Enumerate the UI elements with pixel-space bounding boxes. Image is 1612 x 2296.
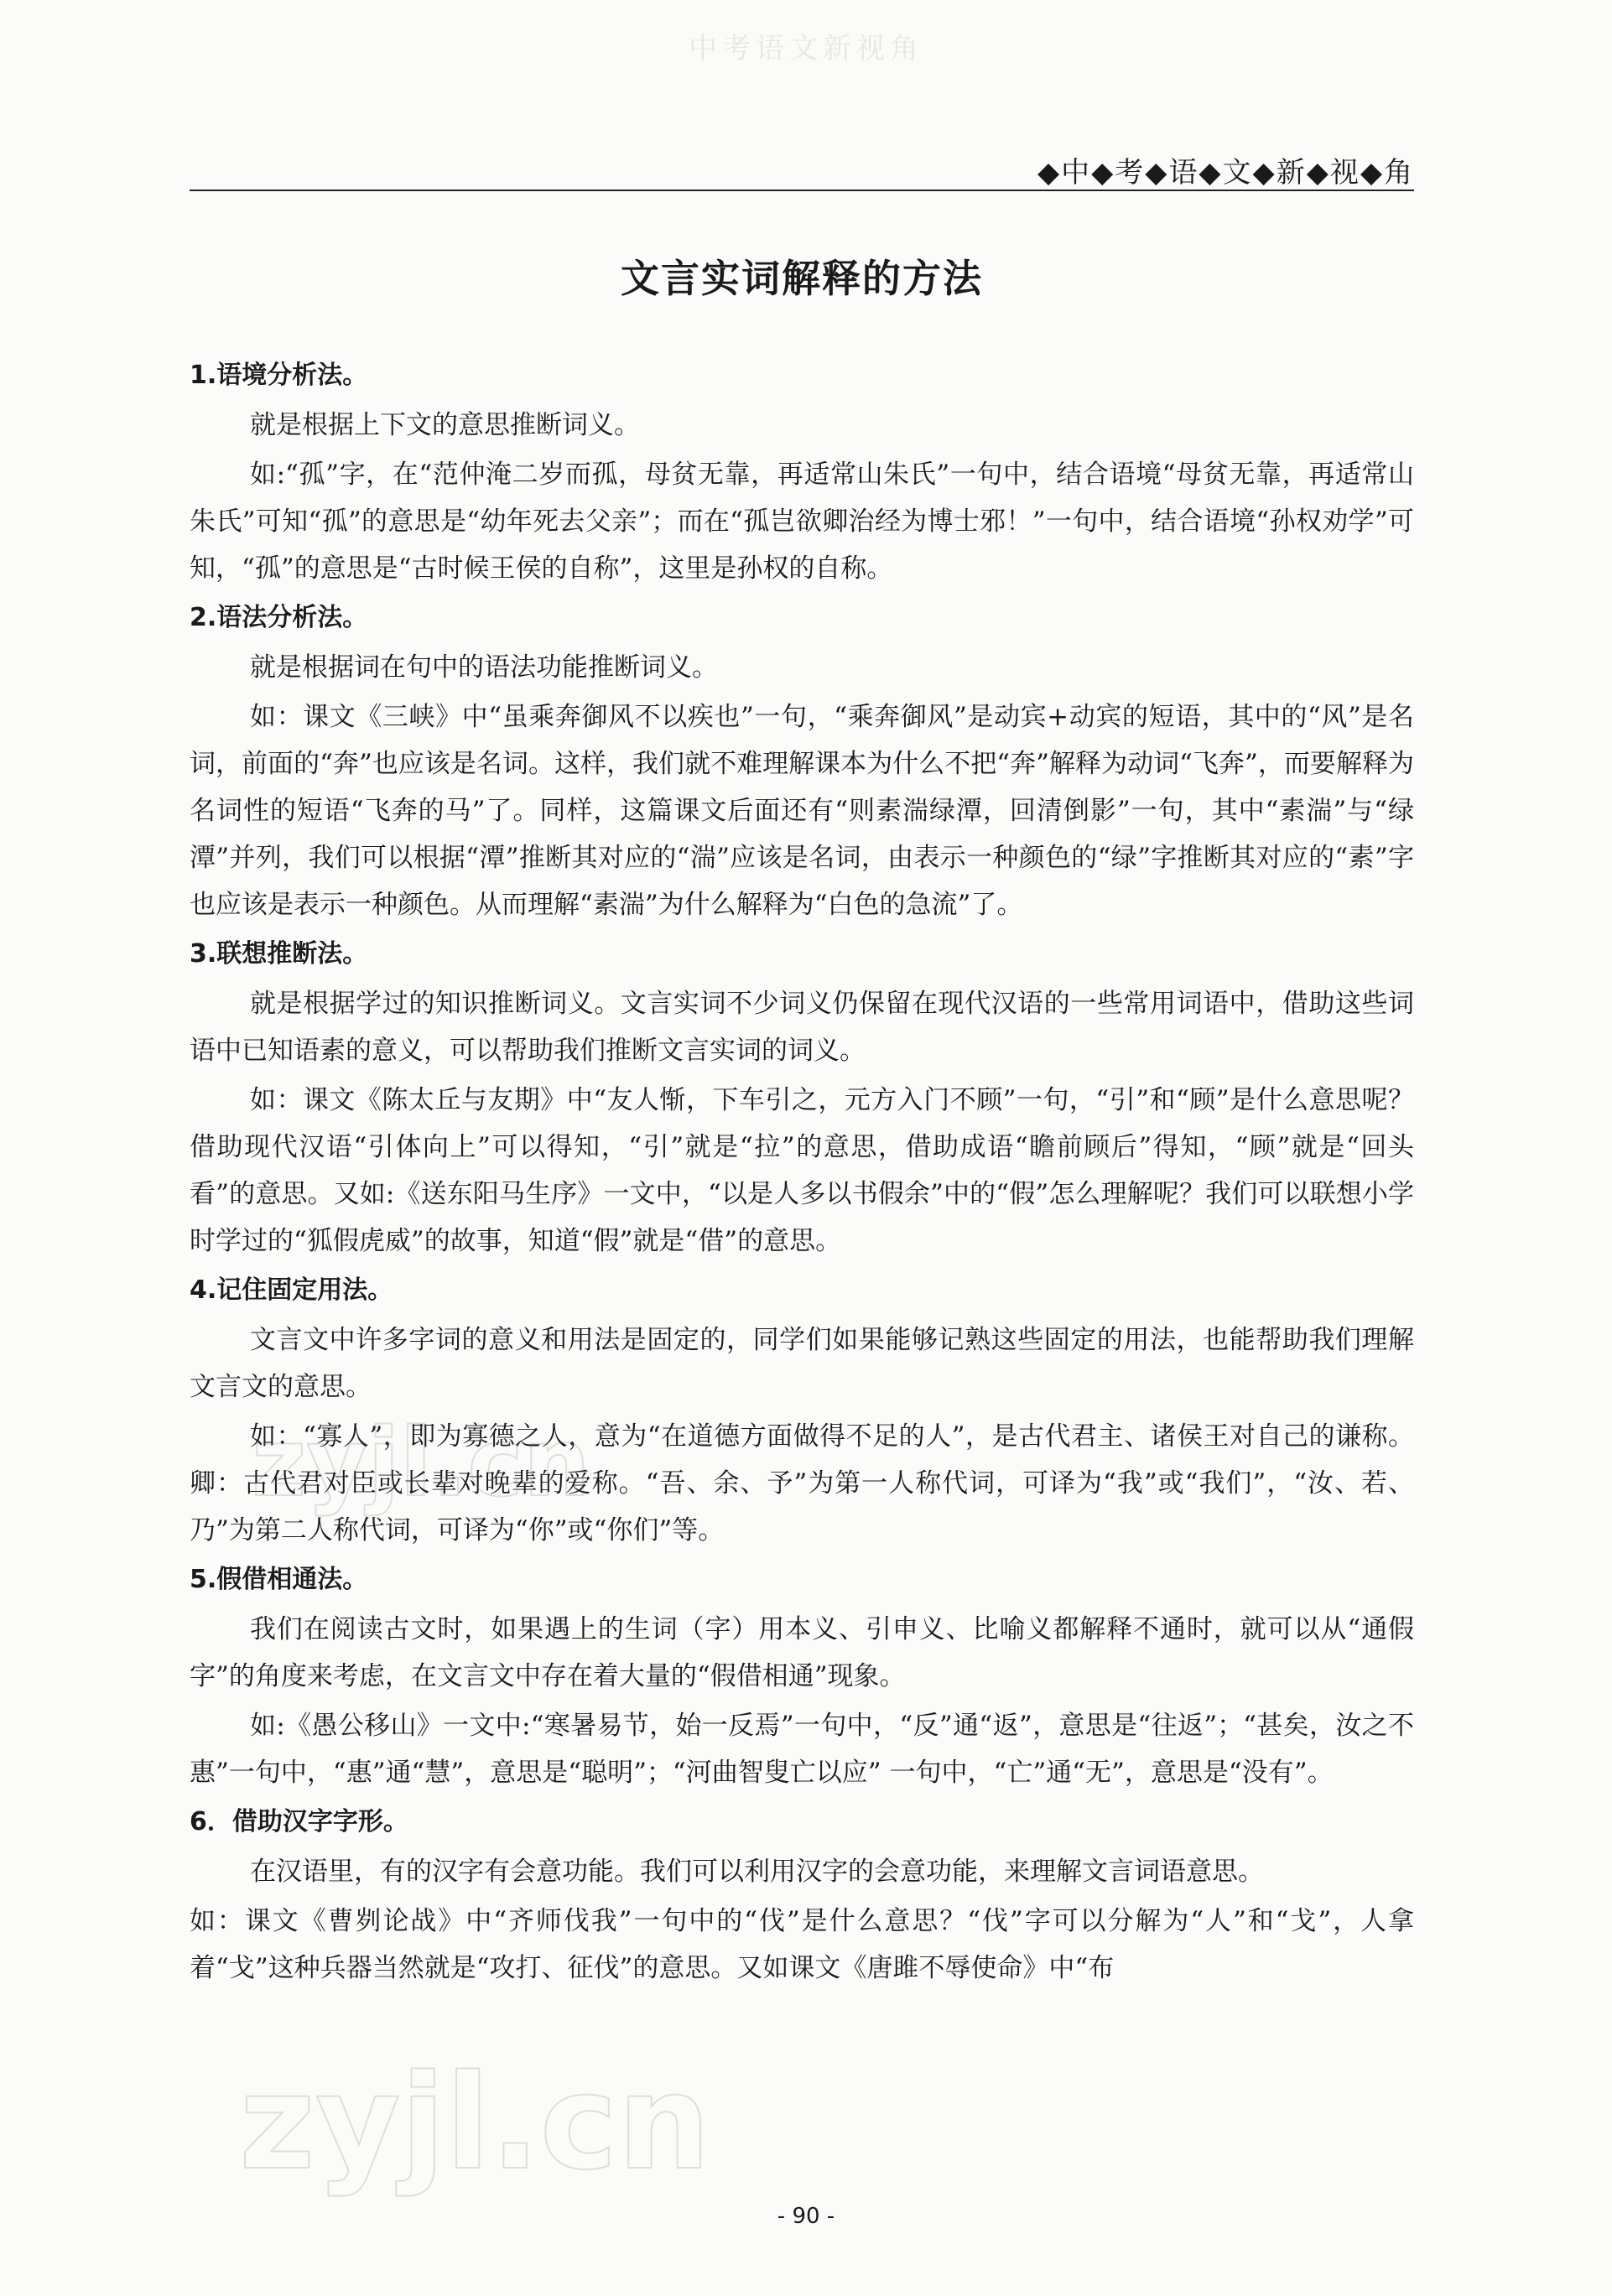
paragraph: 就是根据词在句中的语法功能推断词义。 <box>250 652 718 683</box>
paragraph: 我们在阅读古文时，如果遇上的生词（字）用本义、引申义、比喻义都解释不通时，就可以从“通假字”的角度来考虑，在文言文中存在着大量的“假借相通”现象。 <box>190 1614 1414 1691</box>
paragraph: 如：课文《三峡》中“虽乘奔御风不以疾也”一句，“乘奔御风”是动宾+动宾的短语，其中的“风”是名词，前面的“奔”也应该是名词。这样，我们就不难理解课本为什么不把“奔”解释为动词“飞奔”，而要解释为名词性的短语“飞奔的马”了。同样，这篇课文后面还有“则素湍绿潭，回清倒影”一句，其中“素湍”与“绿潭”并列，我们可以根据“潭”推断其对应的“湍”应该是名词，由表示一种颜色的“绿”字推断其对应的“素”字也应该是表示一种颜色。从而理解“素湍”为什么解释为“白色的急流”了。 <box>190 702 1414 920</box>
article-body <box>190 352 1414 1994</box>
paragraph: 如：课文《陈太丘与友期》中“友人惭，下车引之，元方入门不顾”一句，“引”和“顾”是什么意思呢？借助现代汉语“引体向上”可以得知，“引”就是“拉”的意思，借助成语“瞻前顾后”得知，“顾”就是“回头看”的意思。又如:《送东阳马生序》一文中，“以是人多以书假余”中的“假”怎么理解呢？我们可以联想小学时学过的“狐假虎威”的故事，知道“假”就是“借”的意思。 <box>190 1085 1414 1256</box>
paragraph: 文言文中许多字词的意义和用法是固定的，同学们如果能够记熟这些固定的用法，也能帮助我们理解文言文的意思。 <box>190 1325 1414 1402</box>
watermark-large: zyjl.cn <box>239 2046 711 2199</box>
section-heading-6: 6．借助汉字字形。 <box>190 1807 408 1836</box>
section-heading-1: 1.语境分析法。 <box>190 361 368 390</box>
section-heading-4: 4.记住固定用法。 <box>190 1275 393 1305</box>
section-heading-2: 2.语法分析法。 <box>190 603 368 632</box>
page-title: 文言实词解释的方法 <box>621 256 983 301</box>
watermark: zyjl.cn <box>252 1409 590 1518</box>
paragraph: 在汉语里，有的汉字有会意功能。我们可以利用汉字的会意功能，来理解文言词语意思。 <box>250 1857 1264 1887</box>
section-heading-5: 5.假借相通法。 <box>190 1565 368 1594</box>
paragraph: 如:“孤”字，在“范仲淹二岁而孤，母贫无靠，再适常山朱氏”一句中，结合语境“母贫无靠，再适常山朱氏”可知“孤”的意思是“幼年死去父亲”；而在“孤岂欲卿治经为博士邪！”一句中，结合语境“孙权劝学”可知，“孤”的意思是“古时候王侯的自称”，这里是孙权的自称。 <box>190 460 1414 584</box>
header-rule <box>190 190 1414 191</box>
paragraph: 就是根据上下文的意思推断词义。 <box>250 410 640 440</box>
running-header: ◆中◆考◆语◆文◆新◆视◆角 <box>1037 156 1414 190</box>
paragraph: 如：“寡人”，即为寡德之人，意为“在道德方面做得不足的人”，是古代君主、诸侯王对自己的谦称。卿：古代君对臣或长辈对晚辈的爱称。“吾、余、予”为第一人称代词，可译为“我”或“我们”，“汝、若、乃”为第二人称代词，可译为“你”或“你们”等。 <box>190 1421 1414 1545</box>
faint-top-text: 中考语文新视角 <box>689 32 923 65</box>
paragraph: 如：课文《曹刿论战》中“齐师伐我”一句中的“伐”是什么意思？“伐”字可以分解为“人”和“戈”，人拿着“戈”这种兵器当然就是“攻打、征伐”的意思。又如课文《唐雎不辱使命》中“布 <box>190 1906 1414 1983</box>
paragraph: 如:《愚公移山》一文中:“寒暑易节，始一反焉”一句中，“反”通“返”，意思是“往返”；“甚矣，汝之不惠”一句中，“惠”通“慧”，意思是“聪明”；“河曲智叟亡以应” 一句中，“亡”通“无”，意思是“没有”。 <box>190 1711 1414 1788</box>
page-number: - 90 - <box>777 2204 835 2229</box>
paragraph: 就是根据学过的知识推断词义。文言实词不少词义仍保留在现代汉语的一些常用词语中，借助这些词语中已知语素的意义，可以帮助我们推断文言实词的词义。 <box>190 989 1414 1066</box>
section-heading-3: 3.联想推断法。 <box>190 939 368 969</box>
